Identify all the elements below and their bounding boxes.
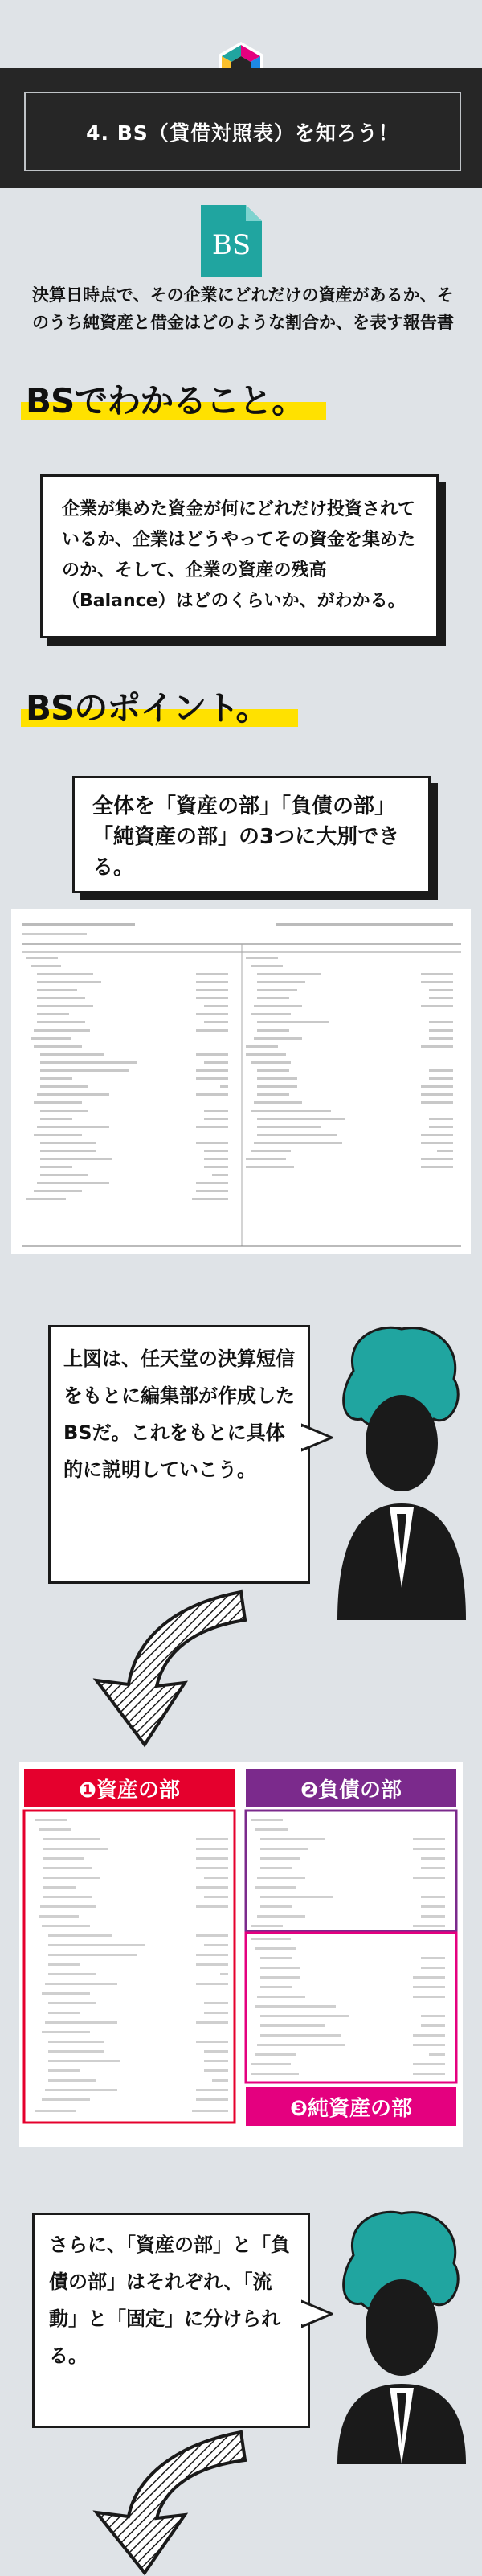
speech-bubble <box>32 2213 310 2428</box>
page-title: 4. BS（貸借対照表）を知ろう！ <box>86 121 399 145</box>
bs-document-icon <box>201 205 262 277</box>
point-box <box>72 776 431 893</box>
section-heading-text: BSのポイント。 <box>26 688 269 728</box>
presenter-illustration <box>321 1323 474 1620</box>
speech-text: 上図は、任天堂の決算短信をもとに編集部が作成したBSだ。これをもとに具体的に説明していこう。 <box>63 1347 295 1481</box>
section-heading-what <box>26 378 304 423</box>
title-banner <box>0 68 482 188</box>
title-frame <box>24 92 461 171</box>
liabilities-label: ❷負債の部 <box>246 1769 456 1807</box>
net-assets-label: ❸純資産の部 <box>246 2087 456 2126</box>
explanation-box <box>40 474 439 638</box>
down-arrow-icon <box>80 2428 289 2576</box>
speech-bubble <box>48 1325 310 1584</box>
down-arrow-icon <box>80 1588 289 1749</box>
explanation-text: 企業が集めた資金が何にどれだけ投資されているか、企業はどうやってその資金を集めたのか、そして、企業の資産の残高（Balance）はどのくらいか、がわかる。 <box>62 499 416 611</box>
annotated-balance-sheet <box>19 1762 463 2147</box>
speech-text: さらに、「資産の部」と「負債の部」はそれぞれ、「流動」と「固定」に分けられる。 <box>49 2233 290 2367</box>
intro-text: 決算日時点で、その企業にどれだけの資産があるか、そのうち純資産と借金はどのような割合か、を表す報告書 <box>32 285 454 332</box>
bs-icon-label: BS <box>211 229 251 261</box>
point-text: 全体を「資産の部」「負債の部」「純資産の部」の3つに大別できる。 <box>92 794 400 880</box>
section-heading-text: BSでわかること。 <box>26 381 305 420</box>
assets-label: ❶資産の部 <box>24 1769 235 1807</box>
balance-sheet-image <box>11 909 471 1254</box>
presenter-illustration <box>321 2207 474 2464</box>
section-heading-point <box>26 685 268 730</box>
